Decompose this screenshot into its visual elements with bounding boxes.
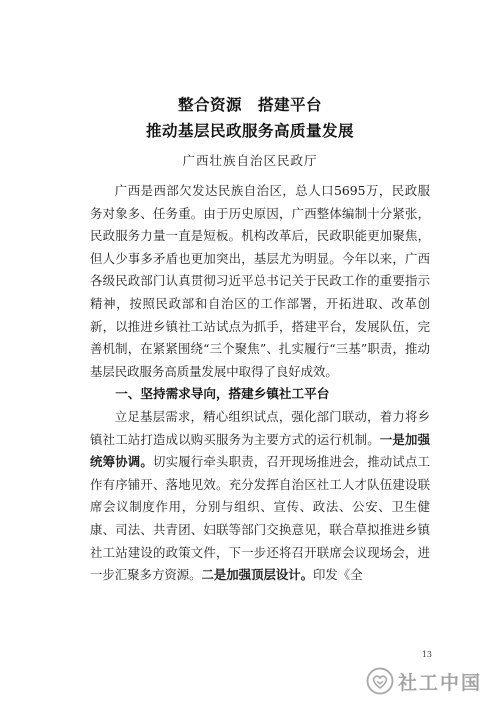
page-number: 13 xyxy=(421,650,432,659)
paragraph-section-1 xyxy=(90,406,430,587)
paragraph-text: 印发《全 xyxy=(313,567,363,583)
emphasis-point-1: 一是加强统筹协调。 xyxy=(90,431,431,470)
article-body xyxy=(90,180,430,587)
watermark xyxy=(366,667,482,695)
paragraph-intro: 广西是西部欠发达民族自治区，总人口5695万，民政服务对象多、任务重。由于历史原因，广西整体编制十分紧张，民政服务力量一直是短板。机构改革后，民政职能更加聚焦，但人少事多矛盾也更加突出，基层尤为明显。今年以来，广西各级民政部门认真贯彻习近平总书记关于民政工作的重要指示精神，按照民政部和自治区的工作部署，开拓进取、改革创新，以推进乡镇社工站试点为抓手，搭建平台，发展队伍，完善机制，在紧紧围绕“三个聚焦”、扎实履行“三基”职责，推动基层民政服务高质量发展中取得了良好成效。 xyxy=(90,183,430,379)
title-line-1: 整合资源 搭建平台 xyxy=(177,96,322,114)
emphasis-point-2: 二是加强顶层设计。 xyxy=(201,567,314,583)
section-heading-1: 一、坚持需求导向，搭建乡镇社工平台 xyxy=(115,386,330,402)
watermark-text: 社工中国 xyxy=(397,671,482,694)
heart-logo-icon xyxy=(366,667,394,695)
author-line: 广西壮族自治区民政厅 xyxy=(182,153,318,168)
paragraph-text: 切实履行牵头职责，召开现场推进会，推动试点工作有序铺开、落地见效。充分发挥自治区社工人才队伍建设联席会议制度作用，分别与组织、宣传、政法、公安、卫生健康、司法、共青团、妇联等部门交换意见，联合草拟推进乡镇社工站建设的政策文件，下一步还将召开联席会议现场会，进一步汇聚多方资源。 xyxy=(90,454,431,583)
title-line-2: 推动基层民政服务高质量发展 xyxy=(145,122,354,140)
paragraph-text: 立足基层需求，精心组织试点，强化部门联动，着力将乡镇社工站打造成以购买服务为主要方式的运行机制。 xyxy=(90,408,430,447)
